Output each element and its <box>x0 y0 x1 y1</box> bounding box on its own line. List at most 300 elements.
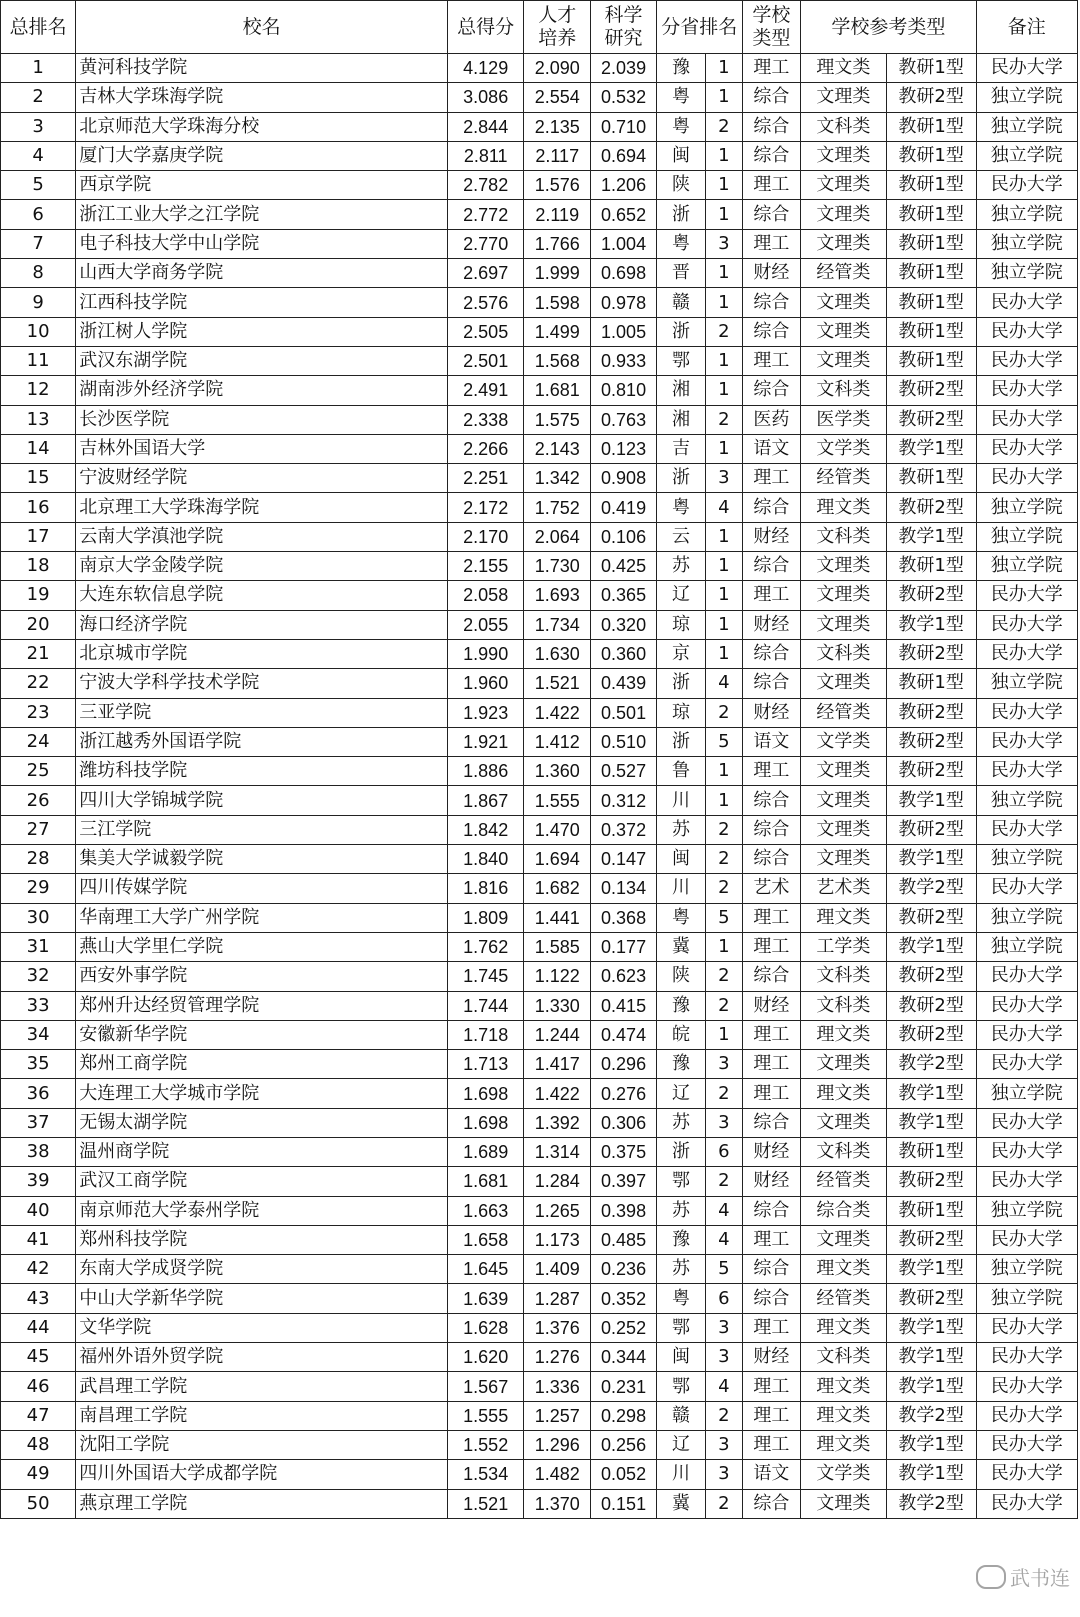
cell-rank: 47 <box>1 1401 76 1430</box>
cell-school-type: 语文 <box>742 727 800 756</box>
cell-research-score: 0.501 <box>591 698 657 727</box>
cell-remark: 独立学院 <box>976 141 1077 170</box>
cell-rank: 42 <box>1 1255 76 1284</box>
cell-province: 闽 <box>656 1343 705 1372</box>
cell-category: 医学类 <box>801 405 887 434</box>
cell-research-score: 0.256 <box>591 1430 657 1459</box>
cell-rank: 23 <box>1 698 76 727</box>
cell-talent-score: 1.360 <box>524 757 591 786</box>
cell-province-rank: 2 <box>706 1079 743 1108</box>
cell-school-name: 燕京理工学院 <box>76 1489 448 1518</box>
cell-research-score: 0.312 <box>591 786 657 815</box>
cell-total-score: 3.086 <box>448 83 524 112</box>
cell-rank: 25 <box>1 757 76 786</box>
cell-talent-score: 1.287 <box>524 1284 591 1313</box>
cell-rank: 7 <box>1 229 76 258</box>
cell-talent-score: 1.257 <box>524 1401 591 1430</box>
cell-total-score: 1.923 <box>448 698 524 727</box>
cell-province: 鲁 <box>656 757 705 786</box>
cell-remark: 独立学院 <box>976 552 1077 581</box>
cell-province-rank: 1 <box>706 83 743 112</box>
cell-school-name: 黄河科技学院 <box>76 54 448 83</box>
table-row <box>1 405 1078 434</box>
cell-tier: 教学2型 <box>886 1050 976 1079</box>
cell-remark: 民办大学 <box>976 1167 1077 1196</box>
cell-total-score: 1.867 <box>448 786 524 815</box>
cell-category: 理文类 <box>801 1401 887 1430</box>
cell-research-score: 0.360 <box>591 639 657 668</box>
cell-school-name: 厦门大学嘉庚学院 <box>76 141 448 170</box>
cell-rank: 45 <box>1 1343 76 1372</box>
cell-school-name: 四川传媒学院 <box>76 874 448 903</box>
cell-province-rank: 1 <box>706 610 743 639</box>
cell-talent-score: 1.693 <box>524 581 591 610</box>
cell-school-name: 郑州升达经贸管理学院 <box>76 991 448 1020</box>
cell-total-score: 1.567 <box>448 1372 524 1401</box>
cell-talent-score: 1.441 <box>524 903 591 932</box>
cell-tier: 教研2型 <box>886 581 976 610</box>
cell-research-score: 0.763 <box>591 405 657 434</box>
cell-rank: 29 <box>1 874 76 903</box>
cell-rank: 12 <box>1 376 76 405</box>
cell-tier: 教研1型 <box>886 1196 976 1225</box>
cell-tier: 教学1型 <box>886 1343 976 1372</box>
cell-rank: 21 <box>1 639 76 668</box>
cell-total-score: 2.576 <box>448 288 524 317</box>
cell-province: 浙 <box>656 200 705 229</box>
cell-tier: 教研2型 <box>886 727 976 756</box>
table-row <box>1 1050 1078 1079</box>
cell-school-type: 财经 <box>742 1167 800 1196</box>
table-row <box>1 1313 1078 1342</box>
cell-total-score: 4.129 <box>448 54 524 83</box>
cell-rank: 15 <box>1 464 76 493</box>
cell-province: 浙 <box>656 317 705 346</box>
cell-research-score: 0.652 <box>591 200 657 229</box>
cell-talent-score: 1.682 <box>524 874 591 903</box>
cell-province-rank: 2 <box>706 317 743 346</box>
table-row <box>1 1430 1078 1459</box>
cell-province-rank: 1 <box>706 288 743 317</box>
cell-talent-score: 1.173 <box>524 1225 591 1254</box>
header-total-score: 总得分 <box>448 1 524 54</box>
cell-remark: 独立学院 <box>976 1196 1077 1225</box>
cell-province: 苏 <box>656 1196 705 1225</box>
table-row <box>1 141 1078 170</box>
cell-remark: 民办大学 <box>976 1137 1077 1166</box>
header-overall-rank: 总排名 <box>1 1 76 54</box>
cell-rank: 30 <box>1 903 76 932</box>
table-row <box>1 317 1078 346</box>
cell-school-type: 财经 <box>742 1343 800 1372</box>
cell-rank: 28 <box>1 845 76 874</box>
cell-total-score: 1.645 <box>448 1255 524 1284</box>
cell-province-rank: 3 <box>706 229 743 258</box>
cell-talent-score: 2.119 <box>524 200 591 229</box>
cell-category: 文理类 <box>801 141 887 170</box>
cell-province-rank: 4 <box>706 493 743 522</box>
table-row <box>1 1196 1078 1225</box>
cell-school-type: 理工 <box>742 1079 800 1108</box>
cell-research-score: 0.474 <box>591 1020 657 1049</box>
cell-talent-score: 1.244 <box>524 1020 591 1049</box>
cell-total-score: 1.990 <box>448 639 524 668</box>
cell-school-name: 云南大学滇池学院 <box>76 522 448 551</box>
cell-rank: 41 <box>1 1225 76 1254</box>
table-row <box>1 1079 1078 1108</box>
table-row <box>1 1137 1078 1166</box>
cell-tier: 教研2型 <box>886 83 976 112</box>
cell-province: 川 <box>656 786 705 815</box>
cell-category: 经管类 <box>801 1167 887 1196</box>
cell-school-type: 理工 <box>742 757 800 786</box>
cell-rank: 44 <box>1 1313 76 1342</box>
cell-tier: 教学1型 <box>886 522 976 551</box>
cell-school-type: 理工 <box>742 903 800 932</box>
cell-school-name: 浙江树人学院 <box>76 317 448 346</box>
cell-rank: 20 <box>1 610 76 639</box>
cell-talent-score: 1.766 <box>524 229 591 258</box>
cell-province-rank: 3 <box>706 1050 743 1079</box>
cell-rank: 50 <box>1 1489 76 1518</box>
cell-remark: 独立学院 <box>976 229 1077 258</box>
cell-category: 文理类 <box>801 669 887 698</box>
cell-tier: 教学1型 <box>886 1460 976 1489</box>
cell-remark: 民办大学 <box>976 1401 1077 1430</box>
cell-school-name: 三江学院 <box>76 815 448 844</box>
cell-school-type: 理工 <box>742 464 800 493</box>
table-row <box>1 1284 1078 1313</box>
cell-school-type: 财经 <box>742 610 800 639</box>
cell-school-name: 郑州工商学院 <box>76 1050 448 1079</box>
cell-research-score: 0.306 <box>591 1108 657 1137</box>
cell-province: 鄂 <box>656 1372 705 1401</box>
cell-province: 川 <box>656 1460 705 1489</box>
cell-category: 理文类 <box>801 1255 887 1284</box>
cell-talent-score: 1.470 <box>524 815 591 844</box>
cell-school-name: 湖南涉外经济学院 <box>76 376 448 405</box>
cell-category: 文理类 <box>801 1225 887 1254</box>
cell-province: 皖 <box>656 1020 705 1049</box>
table-row <box>1 346 1078 375</box>
cell-remark: 民办大学 <box>976 1225 1077 1254</box>
cell-province: 鄂 <box>656 1167 705 1196</box>
cell-province: 粤 <box>656 112 705 141</box>
cell-category: 文理类 <box>801 1489 887 1518</box>
cell-remark: 独立学院 <box>976 112 1077 141</box>
cell-research-score: 1.206 <box>591 171 657 200</box>
cell-category: 文科类 <box>801 376 887 405</box>
cell-total-score: 2.844 <box>448 112 524 141</box>
cell-research-score: 0.527 <box>591 757 657 786</box>
cell-talent-score: 1.336 <box>524 1372 591 1401</box>
cell-school-type: 语文 <box>742 434 800 463</box>
cell-remark: 独立学院 <box>976 786 1077 815</box>
cell-tier: 教研1型 <box>886 346 976 375</box>
cell-category: 文理类 <box>801 581 887 610</box>
cell-tier: 教研1型 <box>886 229 976 258</box>
cell-category: 文理类 <box>801 786 887 815</box>
cell-total-score: 1.698 <box>448 1108 524 1137</box>
cell-rank: 24 <box>1 727 76 756</box>
table-row <box>1 54 1078 83</box>
cell-total-score: 2.058 <box>448 581 524 610</box>
cell-category: 理文类 <box>801 1372 887 1401</box>
cell-research-score: 0.106 <box>591 522 657 551</box>
cell-total-score: 1.744 <box>448 991 524 1020</box>
cell-remark: 独立学院 <box>976 83 1077 112</box>
cell-tier: 教研2型 <box>886 639 976 668</box>
cell-school-name: 南京师范大学泰州学院 <box>76 1196 448 1225</box>
cell-rank: 32 <box>1 962 76 991</box>
cell-province-rank: 3 <box>706 1430 743 1459</box>
cell-talent-score: 1.555 <box>524 786 591 815</box>
cell-rank: 8 <box>1 259 76 288</box>
cell-school-type: 医药 <box>742 405 800 434</box>
cell-total-score: 1.842 <box>448 815 524 844</box>
cell-talent-score: 2.143 <box>524 434 591 463</box>
cell-rank: 22 <box>1 669 76 698</box>
cell-province-rank: 2 <box>706 845 743 874</box>
cell-talent-score: 1.370 <box>524 1489 591 1518</box>
cell-category: 文理类 <box>801 171 887 200</box>
cell-school-name: 大连理工大学城市学院 <box>76 1079 448 1108</box>
cell-school-type: 综合 <box>742 288 800 317</box>
cell-category: 综合类 <box>801 1196 887 1225</box>
cell-rank: 14 <box>1 434 76 463</box>
cell-category: 文学类 <box>801 727 887 756</box>
cell-remark: 民办大学 <box>976 464 1077 493</box>
cell-total-score: 1.552 <box>448 1430 524 1459</box>
cell-tier: 教学2型 <box>886 874 976 903</box>
table-row <box>1 171 1078 200</box>
cell-tier: 教研2型 <box>886 991 976 1020</box>
cell-talent-score: 1.585 <box>524 932 591 961</box>
cell-school-name: 福州外语外贸学院 <box>76 1343 448 1372</box>
cell-remark: 民办大学 <box>976 346 1077 375</box>
cell-school-name: 吉林大学珠海学院 <box>76 83 448 112</box>
cell-talent-score: 1.392 <box>524 1108 591 1137</box>
cell-province: 鄂 <box>656 1313 705 1342</box>
cell-rank: 31 <box>1 932 76 961</box>
cell-school-name: 温州商学院 <box>76 1137 448 1166</box>
watermark-text: 武书连 <box>1010 1566 1070 1590</box>
cell-province-rank: 1 <box>706 434 743 463</box>
cell-school-type: 财经 <box>742 698 800 727</box>
cell-province-rank: 1 <box>706 552 743 581</box>
cell-province-rank: 2 <box>706 698 743 727</box>
watermark <box>976 1562 1070 1591</box>
cell-rank: 3 <box>1 112 76 141</box>
cell-province: 晋 <box>656 259 705 288</box>
cell-remark: 独立学院 <box>976 259 1077 288</box>
cell-tier: 教研2型 <box>886 1284 976 1313</box>
cell-tier: 教研2型 <box>886 493 976 522</box>
cell-total-score: 2.338 <box>448 405 524 434</box>
cell-school-name: 江西科技学院 <box>76 288 448 317</box>
table-row <box>1 962 1078 991</box>
cell-school-type: 财经 <box>742 991 800 1020</box>
cell-remark: 民办大学 <box>976 54 1077 83</box>
cell-school-type: 综合 <box>742 200 800 229</box>
cell-remark: 民办大学 <box>976 815 1077 844</box>
cell-talent-score: 1.314 <box>524 1137 591 1166</box>
cell-province: 豫 <box>656 54 705 83</box>
cell-province: 粤 <box>656 493 705 522</box>
cell-remark: 民办大学 <box>976 171 1077 200</box>
cell-talent-score: 1.330 <box>524 991 591 1020</box>
cell-tier: 教研1型 <box>886 112 976 141</box>
cell-category: 文理类 <box>801 552 887 581</box>
cell-school-type: 综合 <box>742 1284 800 1313</box>
cell-province: 粤 <box>656 83 705 112</box>
cell-total-score: 1.663 <box>448 1196 524 1225</box>
cell-research-score: 0.252 <box>591 1313 657 1342</box>
cell-category: 文科类 <box>801 1343 887 1372</box>
cell-school-type: 综合 <box>742 845 800 874</box>
cell-school-type: 理工 <box>742 1430 800 1459</box>
cell-tier: 教学1型 <box>886 1255 976 1284</box>
cell-category: 文科类 <box>801 639 887 668</box>
cell-remark: 民办大学 <box>976 1372 1077 1401</box>
cell-research-score: 0.439 <box>591 669 657 698</box>
cell-talent-score: 2.135 <box>524 112 591 141</box>
cell-talent-score: 1.499 <box>524 317 591 346</box>
cell-province: 浙 <box>656 727 705 756</box>
cell-province-rank: 2 <box>706 962 743 991</box>
cell-rank: 4 <box>1 141 76 170</box>
cell-talent-score: 1.482 <box>524 1460 591 1489</box>
cell-tier: 教研2型 <box>886 376 976 405</box>
cell-tier: 教研1型 <box>886 1137 976 1166</box>
cell-talent-score: 2.117 <box>524 141 591 170</box>
cell-research-score: 0.398 <box>591 1196 657 1225</box>
cell-total-score: 2.770 <box>448 229 524 258</box>
cell-category: 文理类 <box>801 346 887 375</box>
cell-province: 辽 <box>656 581 705 610</box>
cell-tier: 教研1型 <box>886 200 976 229</box>
cell-total-score: 1.521 <box>448 1489 524 1518</box>
cell-category: 文理类 <box>801 288 887 317</box>
cell-remark: 民办大学 <box>976 1050 1077 1079</box>
cell-research-score: 0.177 <box>591 932 657 961</box>
cell-talent-score: 1.568 <box>524 346 591 375</box>
cell-remark: 民办大学 <box>976 1343 1077 1372</box>
cell-talent-score: 2.064 <box>524 522 591 551</box>
cell-province: 苏 <box>656 1255 705 1284</box>
cell-tier: 教学1型 <box>886 610 976 639</box>
cell-talent-score: 1.409 <box>524 1255 591 1284</box>
cell-total-score: 2.251 <box>448 464 524 493</box>
table-row <box>1 1167 1078 1196</box>
cell-research-score: 0.415 <box>591 991 657 1020</box>
cell-school-type: 财经 <box>742 1137 800 1166</box>
cell-school-name: 山西大学商务学院 <box>76 259 448 288</box>
cell-school-type: 理工 <box>742 581 800 610</box>
cell-category: 艺术类 <box>801 874 887 903</box>
cell-rank: 33 <box>1 991 76 1020</box>
cell-school-type: 综合 <box>742 552 800 581</box>
cell-rank: 9 <box>1 288 76 317</box>
cell-total-score: 1.620 <box>448 1343 524 1372</box>
cell-rank: 18 <box>1 552 76 581</box>
cell-remark: 民办大学 <box>976 405 1077 434</box>
cell-rank: 19 <box>1 581 76 610</box>
table-row <box>1 1372 1078 1401</box>
cell-tier: 教学1型 <box>886 1079 976 1108</box>
cell-category: 经管类 <box>801 698 887 727</box>
table-row <box>1 288 1078 317</box>
cell-school-name: 浙江越秀外国语学院 <box>76 727 448 756</box>
cell-category: 理文类 <box>801 1430 887 1459</box>
cell-province: 粤 <box>656 903 705 932</box>
table-row <box>1 1020 1078 1049</box>
cell-province-rank: 5 <box>706 727 743 756</box>
cell-school-name: 武昌理工学院 <box>76 1372 448 1401</box>
cell-total-score: 1.534 <box>448 1460 524 1489</box>
table-row <box>1 727 1078 756</box>
header-school-name: 校名 <box>76 1 448 54</box>
cell-province: 闽 <box>656 845 705 874</box>
table-row <box>1 639 1078 668</box>
cell-province-rank: 3 <box>706 1343 743 1372</box>
table-header <box>1 1 1078 54</box>
cell-school-type: 综合 <box>742 1196 800 1225</box>
cell-research-score: 0.134 <box>591 874 657 903</box>
cell-talent-score: 1.265 <box>524 1196 591 1225</box>
cell-school-name: 大连东软信息学院 <box>76 581 448 610</box>
cell-school-type: 语文 <box>742 1460 800 1489</box>
cell-province-rank: 2 <box>706 874 743 903</box>
cell-school-type: 综合 <box>742 1108 800 1137</box>
cell-remark: 民办大学 <box>976 581 1077 610</box>
cell-province-rank: 1 <box>706 141 743 170</box>
cell-province-rank: 1 <box>706 757 743 786</box>
cell-remark: 独立学院 <box>976 932 1077 961</box>
cell-remark: 独立学院 <box>976 1255 1077 1284</box>
cell-school-type: 理工 <box>742 1225 800 1254</box>
table-row <box>1 815 1078 844</box>
cell-province: 冀 <box>656 932 705 961</box>
cell-school-type: 综合 <box>742 1255 800 1284</box>
cell-tier: 教学2型 <box>886 1401 976 1430</box>
cell-tier: 教学1型 <box>886 1108 976 1137</box>
cell-province: 琼 <box>656 698 705 727</box>
table-row <box>1 200 1078 229</box>
cell-talent-score: 1.422 <box>524 1079 591 1108</box>
cell-total-score: 1.840 <box>448 845 524 874</box>
cell-school-type: 综合 <box>742 112 800 141</box>
cell-remark: 独立学院 <box>976 200 1077 229</box>
cell-province: 辽 <box>656 1430 705 1459</box>
cell-province-rank: 3 <box>706 464 743 493</box>
cell-category: 文理类 <box>801 1050 887 1079</box>
cell-province: 吉 <box>656 434 705 463</box>
cell-total-score: 1.681 <box>448 1167 524 1196</box>
cell-tier: 教研1型 <box>886 669 976 698</box>
cell-province: 浙 <box>656 1137 705 1166</box>
cell-tier: 教学2型 <box>886 1489 976 1518</box>
table-row <box>1 1401 1078 1430</box>
cell-province: 陕 <box>656 171 705 200</box>
cell-research-score: 0.698 <box>591 259 657 288</box>
cell-talent-score: 1.575 <box>524 405 591 434</box>
cell-category: 理文类 <box>801 493 887 522</box>
cell-research-score: 0.352 <box>591 1284 657 1313</box>
cell-province-rank: 5 <box>706 1255 743 1284</box>
cell-talent-score: 1.630 <box>524 639 591 668</box>
header-school-type: 学校 类型 <box>742 1 800 54</box>
